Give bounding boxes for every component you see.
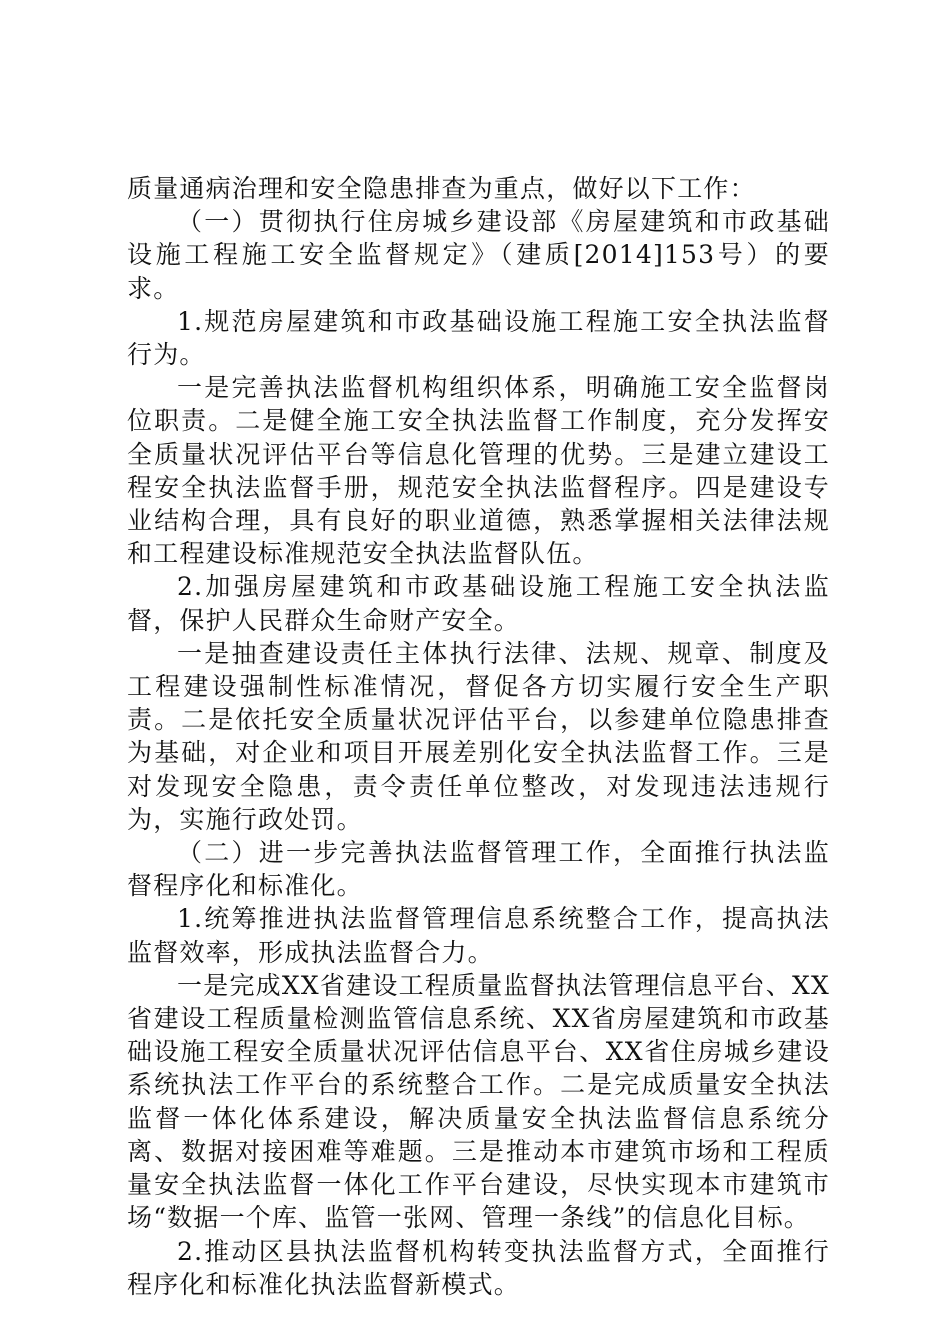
document-body [127,172,830,1301]
subheading-2-1: 1.统筹推进执法监督管理信息系统整合工作，提高执法监督效率，形成执法监督合力。 [127,904,830,967]
subheading-1-1: 1.规范房屋建筑和市政基础设施工程施工安全执法监督行为。 [127,306,830,370]
subheading-1-2: 2.加强房屋建筑和市政基础设施工程施工安全执法监督，保护人民群众生命财产安全。 [127,572,830,635]
paragraph-1-1: 一是完善执法监督机构组织体系，明确施工安全监督岗位职责。二是健全施工安全执法监督工作制度，充分发挥安全质量状况评估平台等信息化管理的优势。三是建立建设工程安全执法监督手册，规范安全执法监督程序。四是建设专业结构合理，具有良好的职业道德，熟悉掌握相关法律法规和工程建设标准规范安全执法监督队伍。 [127,373,830,569]
section-heading-2: （二）进一步完善执法监督管理工作，全面推行执法监督程序化和标准化。 [127,838,830,901]
paragraph-1-2: 一是抽查建设责任主体执行法律、法规、规章、制度及工程建设强制性标准情况，督促各方切实履行安全生产职责。二是依托安全质量状况评估平台，以参建单位隐患排查为基础，对企业和项目开展差别化安全执法监督工作。三是对发现安全隐患，责令责任单位整改，对发现违法违规行为，实施行政处罚。 [127,638,830,834]
subheading-2-2: 2.推动区县执法监督机构转变执法监督方式，全面推行程序化和标准化执法监督新模式。 [127,1236,830,1299]
paragraph-continuation: 质量通病治理和安全隐患排查为重点，做好以下工作： [127,174,756,203]
paragraph-2-1: 一是完成XX省建设工程质量监督执法管理信息平台、XX省建设工程质量检测监管信息系统、XX省房屋建筑和市政基础设施工程安全质量状况评估信息平台、XX省住房城乡建设系统执法工作平台的系统整合工作。二是完成质量安全执法监督一体化体系建设，解决质量安全执法监督信息系统分离、数据对接困难等难题。三是推动本市建筑市场和工程质量安全执法监督一体化工作平台建设，尽快实现本市建筑市场“数据一个库、监管一张网、管理一条线”的信息化目标。 [127,970,830,1233]
section-heading-1: （一）贯彻执行住房城乡建设部《房屋建筑和市政基础设施工程施工安全监督规定》（建质[2014]153号）的要求。 [127,207,830,303]
